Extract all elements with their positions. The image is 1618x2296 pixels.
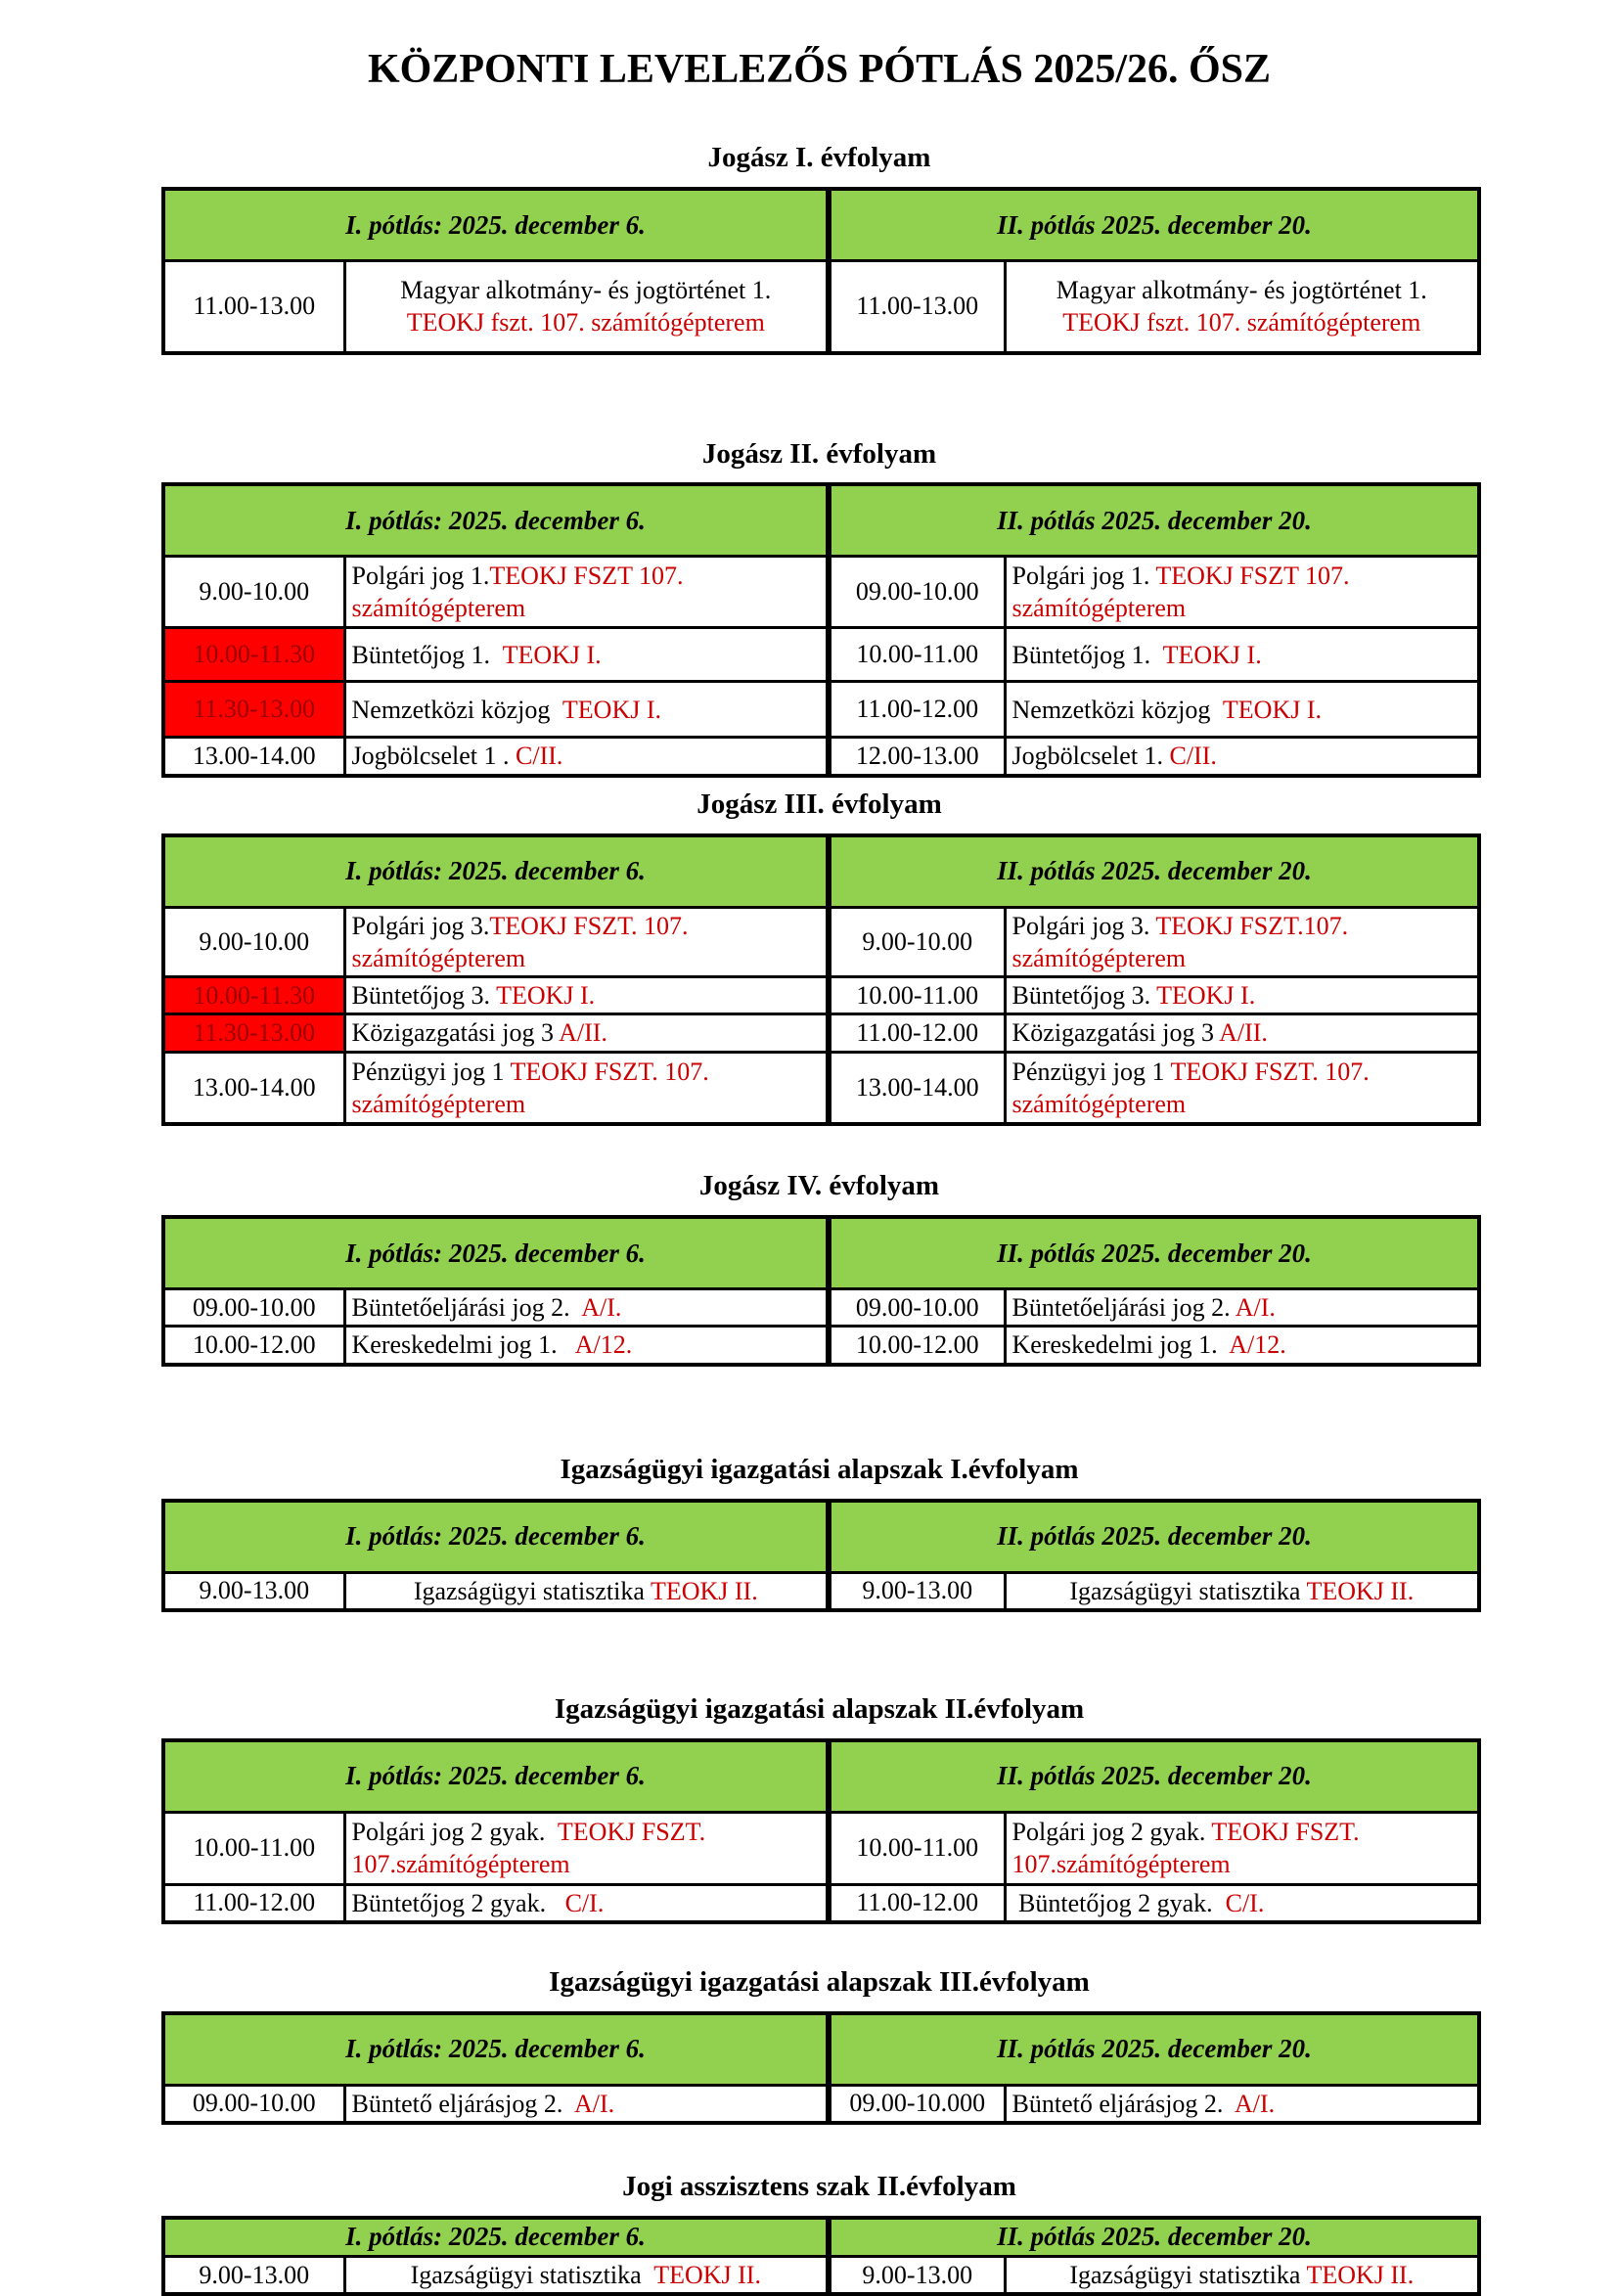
schedule-section: [161, 2172, 1477, 2296]
subject-cell: [344, 1572, 829, 1610]
table-body: [163, 1289, 1479, 1365]
room-text: TEOKJ I.: [496, 981, 596, 1011]
time-cell: 9.00-13.00: [829, 1572, 1005, 1610]
room-text: C/II.: [516, 742, 563, 771]
potlas-header-left: I. pótlás: 2025. december 6.: [163, 1501, 829, 1573]
room-text: TEOKJ fszt. 107. számítógépterem: [1062, 308, 1421, 338]
room-text: TEOKJ I.: [1162, 640, 1262, 669]
header-row: [163, 2218, 1479, 2257]
document-content: [161, 0, 1477, 2296]
potlas-header-right: II. pótlás 2025. december 20.: [829, 189, 1479, 261]
time-cell: 12.00-13.00: [829, 738, 1005, 776]
room-text: TEOKJ FSZT. 107. számítógépterem: [1011, 1057, 1376, 1118]
subject-text: Büntető eljárásjog 2.: [351, 2089, 574, 2118]
document-title: KÖZPONTI LEVELEZŐS PÓTLÁS 2025/26. ŐSZ: [367, 47, 1272, 92]
subject-text: Nemzetközi közjog: [1011, 695, 1223, 724]
time-cell: 11.00-12.00: [829, 1014, 1005, 1052]
room-text: TEOKJ II.: [650, 1576, 758, 1605]
subject-cell: [1005, 2256, 1479, 2294]
room-text: A/I.: [1235, 1293, 1276, 1323]
schedule-section: [161, 1171, 1477, 1366]
room-text: TEOKJ FSZT. 107. számítógépterem: [351, 911, 696, 972]
subject-cell: [1005, 1052, 1479, 1124]
table-head: [163, 2013, 1479, 2086]
schedule-row: [163, 1052, 1479, 1124]
time-cell: 10.00-11.30: [163, 977, 344, 1014]
schedule-table: [161, 2011, 1481, 2125]
room-text: TEOKJ FSZT. 107. számítógépterem: [351, 1057, 716, 1118]
section-heading: Igazságügyi igazgatási alapszak II.évfolyam: [554, 1692, 1085, 1725]
schedule-row: [163, 1572, 1479, 1610]
potlas-header-right: II. pótlás 2025. december 20.: [829, 1740, 1479, 1813]
subject-cell: [344, 1812, 829, 1884]
table-body: [163, 261, 1479, 353]
subject-cell: [1005, 907, 1479, 977]
subject-text: Polgári jog 3.: [1011, 911, 1156, 940]
section-heading: Jogász II. évfolyam: [701, 437, 937, 470]
subject-text: Büntetőeljárási jog 2.: [351, 1293, 582, 1323]
time-cell: 13.00-14.00: [829, 1052, 1005, 1124]
table-head: [163, 484, 1479, 557]
time-cell: 11.00-12.00: [163, 1884, 344, 1922]
table-body: [163, 1812, 1479, 1922]
potlas-header-right: II. pótlás 2025. december 20.: [829, 1501, 1479, 1573]
time-cell: 11.00-13.00: [829, 261, 1005, 353]
subject-text: Pénzügyi jog 1: [1011, 1057, 1171, 1086]
room-text: A/I.: [1234, 2089, 1276, 2118]
room-text: A/12.: [574, 1330, 633, 1360]
subject-text: Polgári jog 1.: [1011, 562, 1156, 591]
subject-text: Polgári jog 3.: [351, 911, 490, 940]
room-text: TEOKJ FSZT 107. számítógépterem: [1011, 562, 1357, 623]
subject-text: Büntetőjog 1.: [1011, 640, 1163, 669]
subject-cell: [344, 2256, 829, 2294]
schedule-table: [161, 1215, 1481, 1367]
section-heading: Igazságügyi igazgatási alapszak I.évfolyam: [560, 1453, 1079, 1485]
subject-text: Büntetőjog 3.: [1011, 981, 1157, 1011]
schedule-row: [163, 907, 1479, 977]
subject-cell: [344, 977, 829, 1014]
schedule-table: [161, 1499, 1481, 1612]
subject-cell: [1005, 1884, 1479, 1922]
time-cell: 11.00-12.00: [829, 682, 1005, 738]
subject-cell: [344, 261, 829, 353]
subject-cell: [344, 682, 829, 738]
subject-text: Magyar alkotmány- és jogtörténet 1.: [1056, 276, 1427, 305]
room-text: TEOKJ II.: [653, 2260, 761, 2289]
potlas-header-right: II. pótlás 2025. december 20.: [829, 484, 1479, 557]
time-cell: 11.30-13.00: [163, 1014, 344, 1052]
section-heading: Jogász IV. évfolyam: [698, 1170, 940, 1202]
subject-text: Igazságügyi statisztika: [413, 1576, 651, 1605]
subject-cell: [1005, 1812, 1479, 1884]
potlas-header-left: I. pótlás: 2025. december 6.: [163, 484, 829, 557]
room-text: TEOKJ I.: [562, 695, 661, 724]
schedule-row: [163, 628, 1479, 682]
time-cell: 10.00-12.00: [829, 1327, 1005, 1365]
subject-cell: [1005, 1327, 1479, 1365]
table-body: [163, 2085, 1479, 2123]
time-cell: 10.00-11.00: [163, 1812, 344, 1884]
schedule-row: [163, 1014, 1479, 1052]
room-text: TEOKJ FSZT.107. számítógépterem: [1011, 911, 1355, 972]
subject-text: Polgári jog 2 gyak.: [1011, 1817, 1212, 1846]
subject-text: Büntetőjog 2 gyak.: [351, 1888, 565, 1917]
subject-cell: [1005, 2085, 1479, 2123]
table-head: [163, 835, 1479, 908]
schedule-section: [161, 439, 1477, 778]
time-cell: 13.00-14.00: [163, 1052, 344, 1124]
subject-text: Polgári jog 2 gyak.: [351, 1817, 558, 1846]
subject-text: Pénzügyi jog 1: [351, 1057, 511, 1086]
subject-cell: [344, 628, 829, 682]
potlas-header-right: II. pótlás 2025. december 20.: [829, 2013, 1479, 2086]
subject-text: Igazságügyi statisztika: [1069, 1576, 1307, 1605]
time-cell: 09.00-10.000: [829, 2085, 1005, 2123]
table-head: [163, 189, 1479, 261]
schedule-row: [163, 1327, 1479, 1365]
time-cell: 9.00-10.00: [163, 907, 344, 977]
time-cell: 9.00-13.00: [163, 2256, 344, 2294]
schedule-section: [161, 1455, 1477, 1612]
subject-text: Nemzetközi közjog: [351, 695, 562, 724]
subject-cell: [1005, 261, 1479, 353]
time-cell: 09.00-10.00: [163, 1289, 344, 1327]
subject-text: Kereskedelmi jog 1.: [351, 1330, 575, 1360]
time-cell: 9.00-13.00: [829, 2256, 1005, 2294]
time-cell: 11.00-13.00: [163, 261, 344, 353]
subject-text: Jogbölcselet 1.: [1011, 742, 1170, 771]
potlas-header-left: I. pótlás: 2025. december 6.: [163, 1740, 829, 1813]
header-row: [163, 189, 1479, 261]
time-cell: 9.00-10.00: [829, 907, 1005, 977]
schedule-section: [161, 1967, 1477, 2125]
subject-cell: [344, 1289, 829, 1327]
room-text: A/I.: [573, 2089, 615, 2118]
section-heading: Jogász I. évfolyam: [707, 142, 931, 174]
schedule-row: [163, 261, 1479, 353]
schedule-table: [161, 2216, 1481, 2296]
header-row: [163, 1217, 1479, 1289]
schedule-row: [163, 682, 1479, 738]
schedule-section: [161, 1694, 1477, 1924]
subject-text: Igazságügyi statisztika: [410, 2260, 654, 2289]
subject-text: Büntetőjog 2 gyak.: [1011, 1888, 1226, 1917]
time-cell: 9.00-10.00: [163, 557, 344, 628]
subject-cell: [344, 1327, 829, 1365]
subject-cell: [344, 1014, 829, 1052]
subject-text: Büntetőjog 1.: [351, 640, 503, 669]
room-text: A/II.: [1219, 1018, 1268, 1048]
subject-cell: [344, 738, 829, 776]
room-text: TEOKJ FSZT. 107.számítógépterem: [351, 1817, 712, 1879]
subject-cell: [1005, 1572, 1479, 1610]
schedule-table: [161, 833, 1481, 1127]
time-cell: 11.30-13.00: [163, 682, 344, 738]
time-cell: 10.00-11.00: [829, 977, 1005, 1014]
room-text: A/I.: [581, 1293, 622, 1323]
time-cell: 9.00-13.00: [163, 1572, 344, 1610]
time-cell: 10.00-11.30: [163, 628, 344, 682]
potlas-header-left: I. pótlás: 2025. december 6.: [163, 1217, 829, 1289]
section-heading: Jogász III. évfolyam: [697, 788, 942, 820]
room-text: TEOKJ FSZT 107. számítógépterem: [351, 562, 690, 623]
room-text: C/I.: [1225, 1888, 1265, 1917]
subject-text: Büntetőjog 3.: [351, 981, 497, 1011]
room-text: C/II.: [1169, 742, 1217, 771]
subject-text: Büntetőeljárási jog 2.: [1011, 1293, 1236, 1323]
schedule-section: [161, 143, 1477, 354]
table-body: [163, 2256, 1479, 2294]
room-text: TEOKJ I.: [502, 640, 602, 669]
table-head: [163, 1217, 1479, 1289]
schedule-section: [161, 789, 1477, 1126]
subject-cell: [344, 907, 829, 977]
section-heading: Igazságügyi igazgatási alapszak III.évfolyam: [549, 1965, 1090, 1998]
subject-cell: [1005, 557, 1479, 628]
subject-text: Igazságügyi statisztika: [1069, 2260, 1307, 2289]
potlas-header-right: II. pótlás 2025. december 20.: [829, 835, 1479, 908]
time-cell: 13.00-14.00: [163, 738, 344, 776]
schedule-sections: [161, 143, 1477, 2296]
schedule-row: [163, 738, 1479, 776]
time-cell: 10.00-12.00: [163, 1327, 344, 1365]
room-text: TEOKJ II.: [1306, 2260, 1415, 2289]
schedule-row: [163, 2085, 1479, 2123]
table-head: [163, 2218, 1479, 2257]
subject-cell: [344, 1052, 829, 1124]
room-text: A/12.: [1229, 1330, 1286, 1360]
subject-cell: [344, 2085, 829, 2123]
schedule-row: [163, 1884, 1479, 1922]
header-row: [163, 1740, 1479, 1813]
time-cell: 09.00-10.00: [829, 557, 1005, 628]
table-head: [163, 1740, 1479, 1813]
header-row: [163, 1501, 1479, 1573]
time-cell: 10.00-11.00: [829, 1812, 1005, 1884]
potlas-header-right: II. pótlás 2025. december 20.: [829, 1217, 1479, 1289]
schedule-row: [163, 977, 1479, 1014]
schedule-row: [163, 1289, 1479, 1327]
room-text: TEOKJ FSZT. 107.számítógépterem: [1011, 1817, 1367, 1879]
room-text: C/I.: [564, 1888, 605, 1917]
time-cell: 10.00-11.00: [829, 628, 1005, 682]
table-body: [163, 907, 1479, 1124]
potlas-header-left: I. pótlás: 2025. december 6.: [163, 835, 829, 908]
subject-text: Büntető eljárásjog 2.: [1011, 2089, 1235, 2118]
subject-cell: [344, 557, 829, 628]
subject-cell: [1005, 738, 1479, 776]
schedule-table: [161, 1738, 1481, 1924]
table-head: [163, 1501, 1479, 1573]
time-cell: 09.00-10.00: [829, 1289, 1005, 1327]
potlas-header-left: I. pótlás: 2025. december 6.: [163, 2013, 829, 2086]
potlas-header-left: I. pótlás: 2025. december 6.: [163, 2218, 829, 2257]
subject-text: Jogbölcselet 1 .: [351, 742, 517, 771]
room-text: TEOKJ fszt. 107. számítógépterem: [406, 308, 765, 338]
schedule-row: [163, 2256, 1479, 2294]
subject-text: Polgári jog 1.: [351, 562, 490, 591]
subject-cell: [1005, 1014, 1479, 1052]
subject-cell: [1005, 682, 1479, 738]
room-text: TEOKJ I.: [1222, 695, 1323, 724]
potlas-header-left: I. pótlás: 2025. december 6.: [163, 189, 829, 261]
schedule-row: [163, 557, 1479, 628]
room-text: A/II.: [559, 1018, 607, 1048]
table-body: [163, 557, 1479, 776]
table-body: [163, 1572, 1479, 1610]
header-row: [163, 2013, 1479, 2086]
subject-cell: [1005, 977, 1479, 1014]
subject-cell: [1005, 1289, 1479, 1327]
potlas-header-right: II. pótlás 2025. december 20.: [829, 2218, 1479, 2257]
header-row: [163, 484, 1479, 557]
room-text: TEOKJ II.: [1306, 1576, 1415, 1605]
subject-text: Kereskedelmi jog 1.: [1011, 1330, 1230, 1360]
schedule-table: [161, 482, 1481, 777]
schedule-table: [161, 187, 1481, 355]
subject-text: Közigazgatási jog 3: [351, 1018, 560, 1048]
room-text: TEOKJ I.: [1156, 981, 1256, 1011]
time-cell: 09.00-10.00: [163, 2085, 344, 2123]
time-cell: 11.00-12.00: [829, 1884, 1005, 1922]
subject-text: Magyar alkotmány- és jogtörténet 1.: [400, 276, 772, 305]
schedule-row: [163, 1812, 1479, 1884]
section-heading: Jogi asszisztens szak II.évfolyam: [622, 2171, 1016, 2203]
subject-cell: [1005, 628, 1479, 682]
subject-text: Közigazgatási jog 3: [1011, 1018, 1220, 1048]
subject-cell: [344, 1884, 829, 1922]
header-row: [163, 835, 1479, 908]
